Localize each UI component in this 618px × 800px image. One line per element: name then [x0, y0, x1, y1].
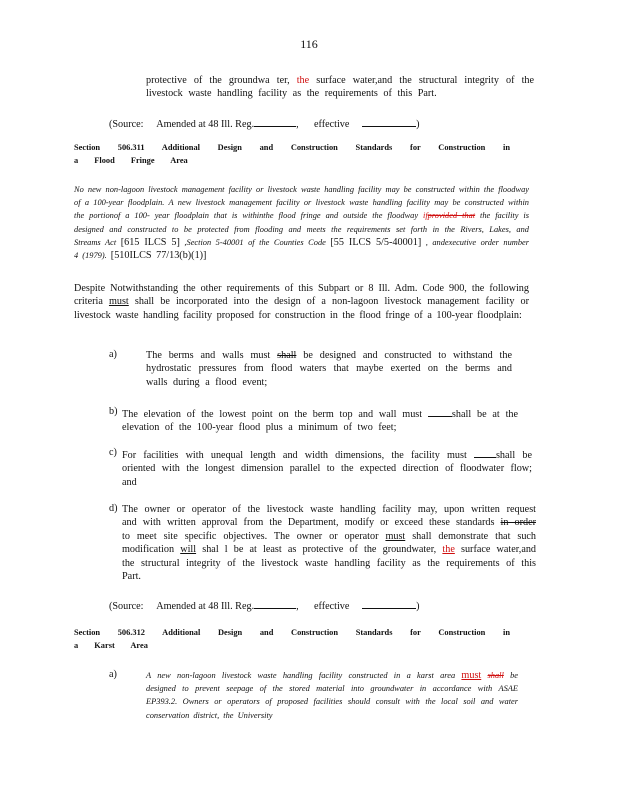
statute-ref: [55 ILCS 5/5-40001]	[330, 236, 422, 248]
blank-line	[474, 447, 496, 458]
statute-ref: [510ILCS 77/13(b)(1)]	[110, 250, 207, 262]
item-a-text	[146, 349, 512, 389]
item-c-label: c)	[109, 447, 117, 458]
continued-paragraph	[146, 74, 534, 101]
source-note-1: (Source: Amended at 48 Ill. Reg. , effective )	[109, 116, 420, 130]
text-run: to meet site specific objectives. The owner or operator	[122, 530, 379, 542]
sec312-item-a-label: a)	[109, 669, 117, 680]
text-run: be designed to prevent seepage of the stored material into groundwater in accordance with ASAE EP393.2. Owners or operators of proposed facilities should consult with the local soil and water conservation district, the University	[146, 671, 519, 720]
struck-text: shall	[487, 671, 504, 680]
blank-line	[254, 116, 296, 127]
item-b-text	[122, 406, 518, 435]
blank-line	[428, 406, 452, 417]
text-run: No new non-lagoon livestock management facility or livestock waste handling facility may be constructed within the floodway of a 100-year floodplain. A new livestock management facility or livestock waste handling facility may be constructed within the portionof a 100- year floodplain that is withinthe flood fringe and outside the floodway	[74, 185, 529, 221]
struck-text: provided that	[427, 211, 476, 221]
source-note-2: (Source: Amended at 48 Ill. Reg. , effective )	[109, 598, 420, 612]
inserted-text: the	[442, 544, 455, 556]
text-run: The elevation of the lowest point on the berm top and wall must	[122, 409, 423, 420]
text-run: Despite Notwithstanding the other requirements of this Subpart or 8 Ill. Adm. Code 900, the following criteria	[74, 283, 529, 308]
text-run: shall demonstrate that such modification	[122, 530, 537, 556]
text-run: , andexecutive order number 4 (1979).	[74, 237, 529, 261]
text-run: shal l be at least as protective of the groundwater,	[202, 544, 437, 556]
statute-ref: [615 ILCS 5]	[120, 236, 180, 248]
item-c-text	[122, 447, 532, 489]
inserted-text: the	[296, 75, 310, 86]
text-run: protective of the groundwa ter,	[146, 75, 290, 86]
section-311-heading: Section 506.311 Additional Design and Construction Standards for Construction in a Flood Fringe Area	[74, 143, 510, 165]
inserted-text: must	[108, 296, 129, 308]
inserted-text: if	[423, 211, 428, 221]
text-run: surface water,and the structural integrity of the livestock waste handling facility as the requirements of this Part.	[146, 75, 535, 100]
item-a-label: a)	[109, 349, 117, 360]
section-311-criteria	[74, 282, 529, 322]
source-label: (Source:	[109, 119, 144, 130]
inserted-text: must	[385, 530, 406, 542]
page-number: 116	[300, 37, 318, 51]
source-label: (Source:	[109, 601, 144, 612]
text-run: For facilities with unequal length and width dimensions, the facility must	[122, 450, 467, 461]
item-d-label: d)	[109, 503, 118, 514]
text-run: A new non-lagoon livestock waste handling facility constructed in a karst area	[146, 671, 456, 680]
blank-line	[254, 598, 296, 609]
text-run: shall be at the elevation of the 100-year flood plus a minimum of two feet;	[122, 409, 519, 434]
source-close: )	[416, 119, 420, 130]
item-b-label: b)	[109, 406, 118, 417]
inserted-text: must	[461, 670, 482, 681]
source-text: Amended at 48 Ill. Reg.	[156, 601, 255, 612]
text-run: be designed and constructed to withstand the hydrostatic pressures from flood waters that maybe exerted on the berms and walls during a flood event;	[146, 350, 512, 388]
section-312-heading: Section 506.312 Additional Design and Construction Standards for Construction in a Karst Area	[74, 628, 510, 650]
text-run: shall	[134, 296, 155, 308]
blank-line	[362, 598, 416, 609]
blank-line	[362, 116, 416, 127]
text-run: the facility is designed and constructed to be protected from flooding and meets the requirements set forth in the Rivers, Lakes, and Streams Act	[74, 211, 529, 247]
item-d-text	[122, 503, 536, 583]
sec312-item-a-text	[146, 669, 518, 722]
struck-text: shall	[277, 350, 297, 361]
text-run: surface water,and the structural integrity of the livestock waste handling facility as the requirements of this Part.	[122, 544, 537, 583]
text-run: The owner or operator of the livestock waste handling facility may, upon written request and with written approval from the Department, modify or exceed these standards	[122, 504, 536, 529]
text-run: be incorporated into the design of a non-lagoon livestock management facility or livestock waste handling facility proposed for construction in the flood fringe of a 100-year floodplain:	[74, 296, 530, 321]
struck-text: in order	[500, 517, 536, 529]
source-text: Amended at 48 Ill. Reg.	[156, 119, 255, 130]
text-run: The berms and walls must	[146, 350, 271, 361]
text-run: shall be oriented with the longest dimension parallel to the expected direction of floodwater flow; and	[122, 450, 532, 488]
inserted-text: will	[180, 544, 197, 556]
text-run: ,Section 5-40001 of the Counties Code	[184, 237, 326, 247]
source-effective: effective	[313, 601, 350, 612]
source-effective: effective	[313, 119, 350, 130]
section-311-intro	[74, 183, 529, 262]
source-close: )	[416, 601, 420, 612]
